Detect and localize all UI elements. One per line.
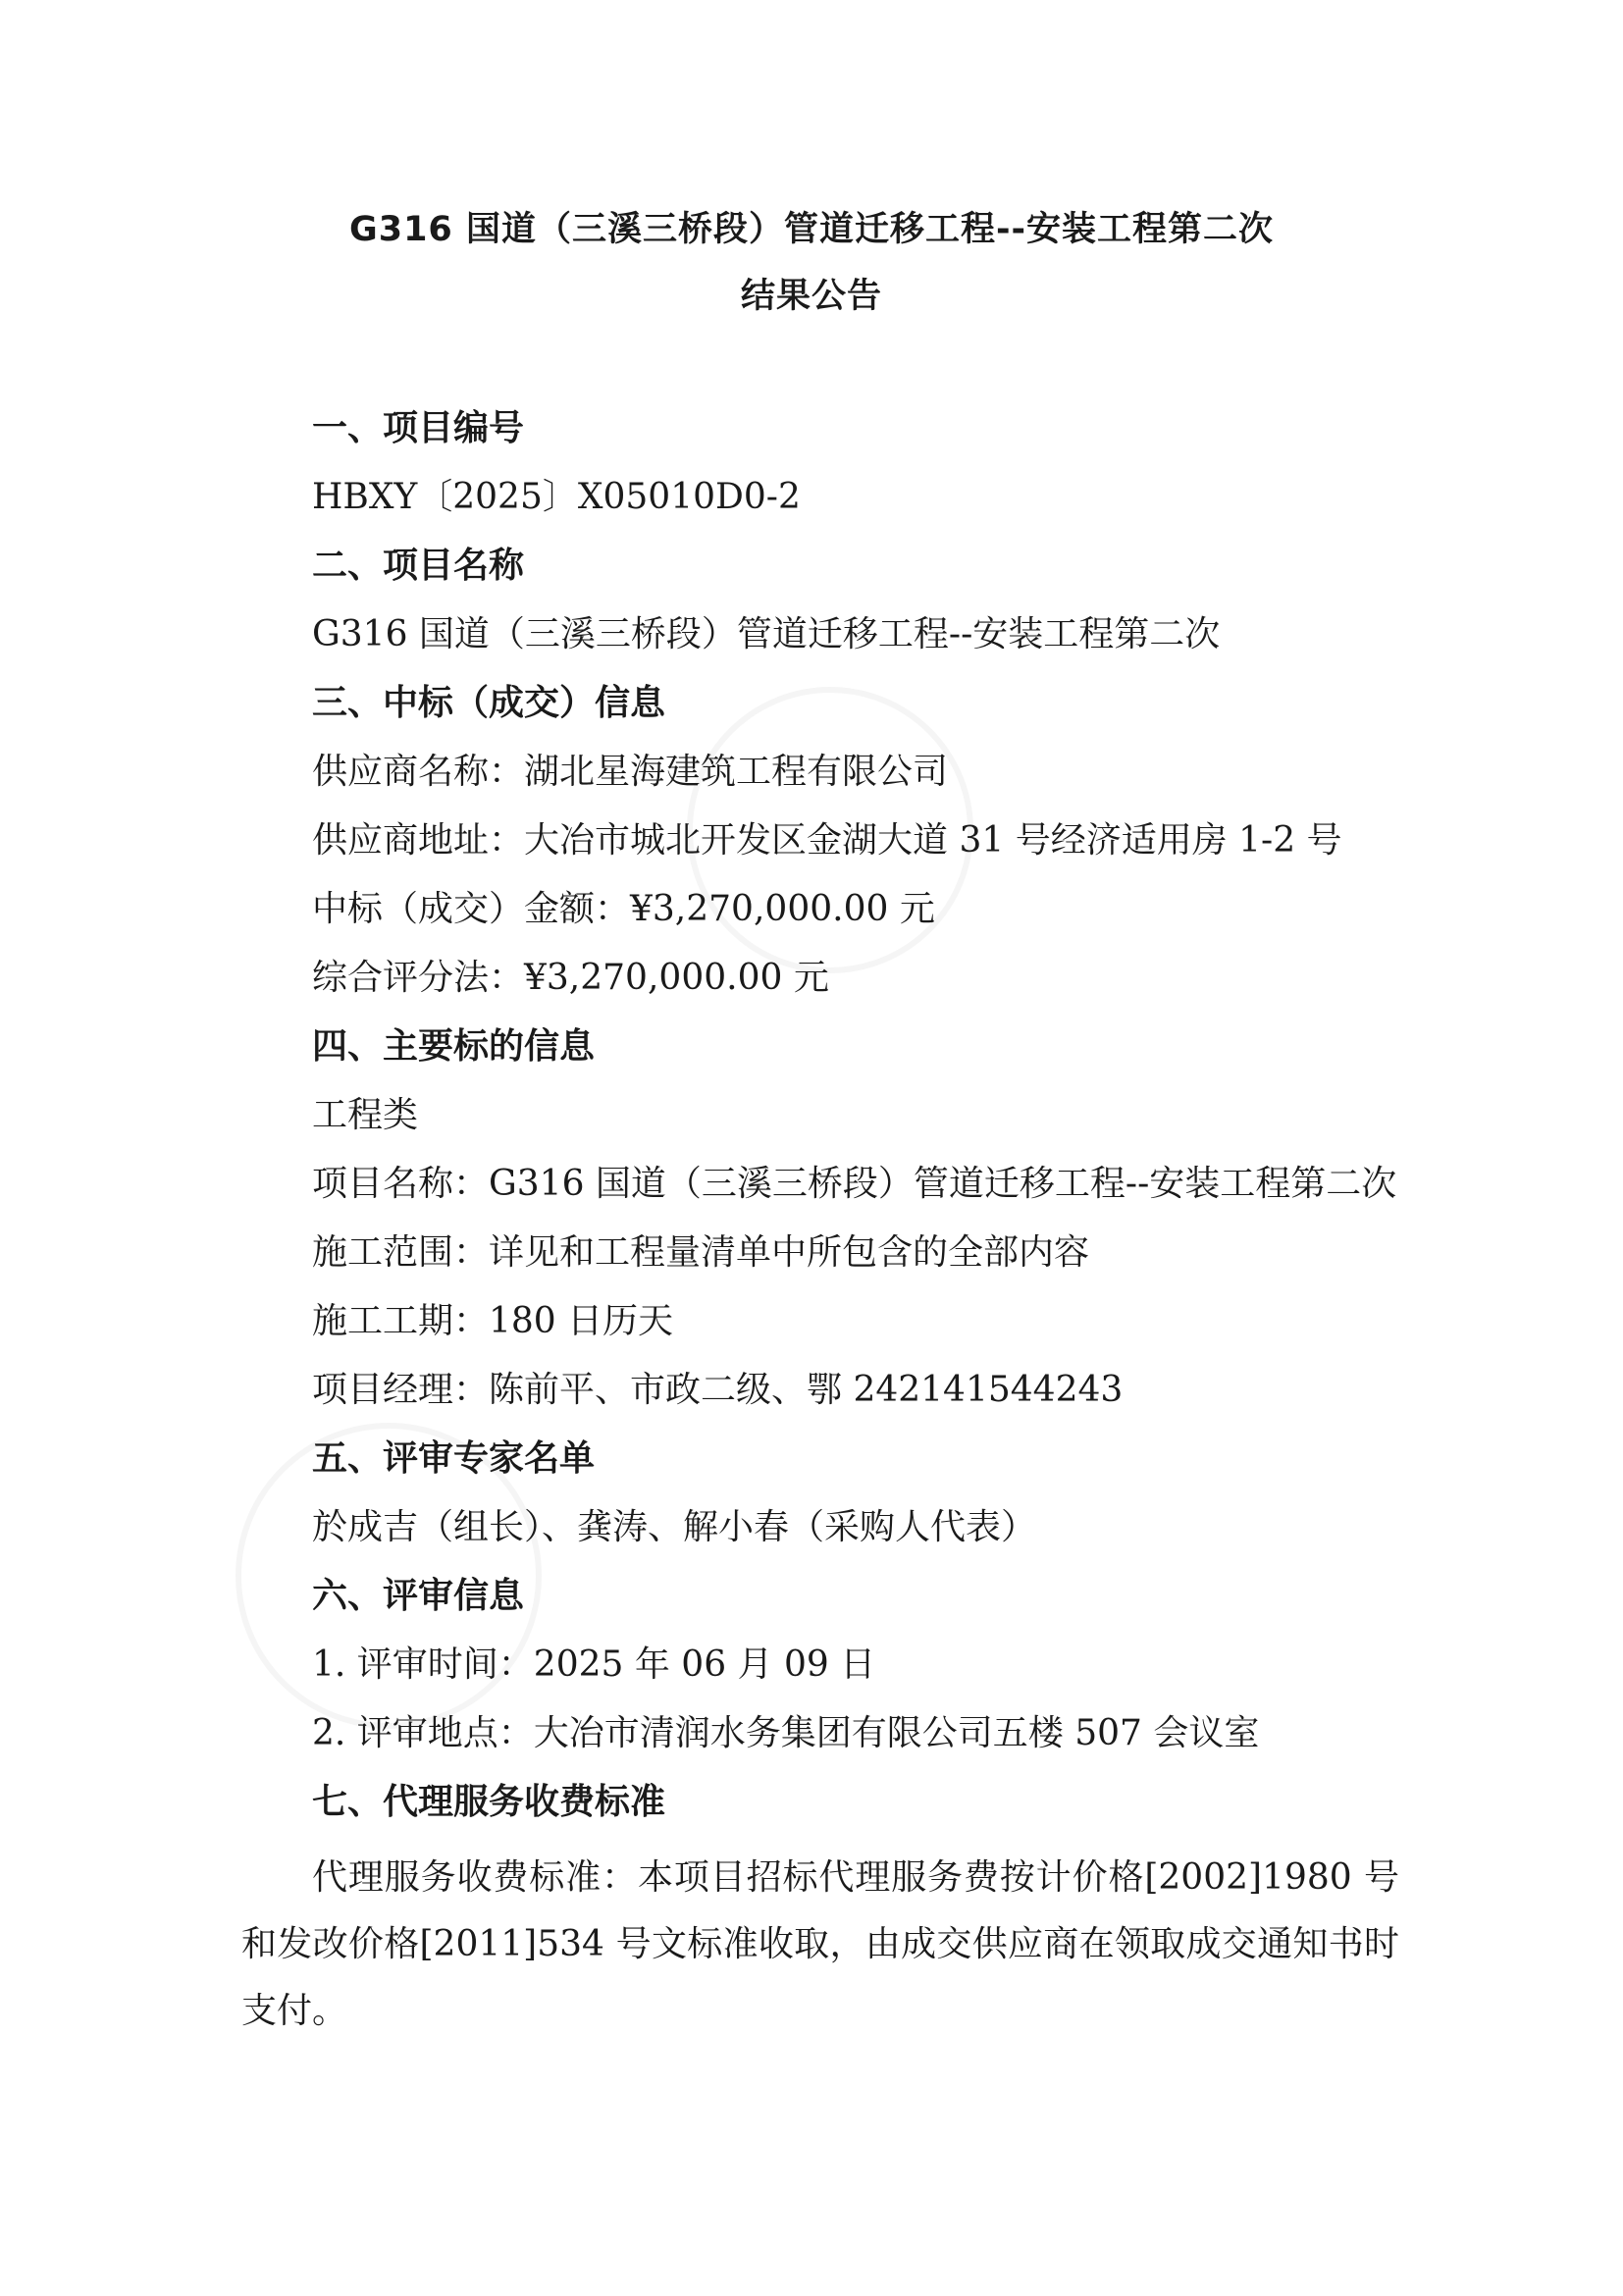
construction-scope: 施工范围：详见和工程量清单中所包含的全部内容	[312, 1232, 1090, 1273]
project-name: G316 国道（三溪三桥段）管道迁移工程--安装工程第二次	[312, 614, 1221, 654]
section-heading-award-info: 三、中标（成交）信息	[312, 683, 666, 723]
section-heading-project-name: 二、项目名称	[312, 546, 525, 586]
project-manager: 项目经理：陈前平、市政二级、鄂 242141544243	[312, 1370, 1124, 1410]
section-heading-main-subject: 四、主要标的信息	[312, 1026, 596, 1067]
supplier-name: 供应商名称：湖北星海建筑工程有限公司	[312, 752, 949, 792]
expert-list: 於成吉（组长）、龚涛、解小春（采购人代表）	[312, 1507, 1037, 1547]
section-heading-experts: 五、评审专家名单	[312, 1438, 596, 1479]
project-number: HBXY〔2025〕X05010D0-2	[312, 477, 801, 517]
document-subtitle: 结果公告	[740, 277, 882, 316]
supplier-address: 供应商地址：大冶市城北开发区金湖大道 31 号经济适用房 1-2 号	[312, 820, 1342, 861]
subject-project-name: 项目名称：G316 国道（三溪三桥段）管道迁移工程--安装工程第二次	[312, 1164, 1397, 1204]
section-heading-service-fee: 七、代理服务收费标准	[312, 1782, 666, 1822]
review-time: 1. 评审时间：2025 年 06 月 09 日	[312, 1644, 876, 1685]
service-fee-text: 代理服务收费标准：本项目招标代理服务费按计价格[2002]1980 号和发改价格[2011]534 号文标准收取，由成交供应商在领取成交通知书时支付。	[241, 1857, 1399, 2031]
section-heading-project-number: 一、项目编号	[312, 408, 525, 448]
section-heading-review-info: 六、评审信息	[312, 1576, 525, 1616]
construction-duration: 施工工期：180 日历天	[312, 1301, 674, 1341]
bid-amount: 中标（成交）金额：¥3,270,000.00 元	[312, 889, 935, 929]
scoring-method: 综合评分法：¥3,270,000.00 元	[312, 958, 829, 998]
document-title: G316 国道（三溪三桥段）管道迁移工程--安装工程第二次	[348, 210, 1275, 249]
subject-category: 工程类	[312, 1095, 419, 1135]
review-place: 2. 评审地点：大冶市清润水务集团有限公司五楼 507 会议室	[312, 1713, 1260, 1753]
